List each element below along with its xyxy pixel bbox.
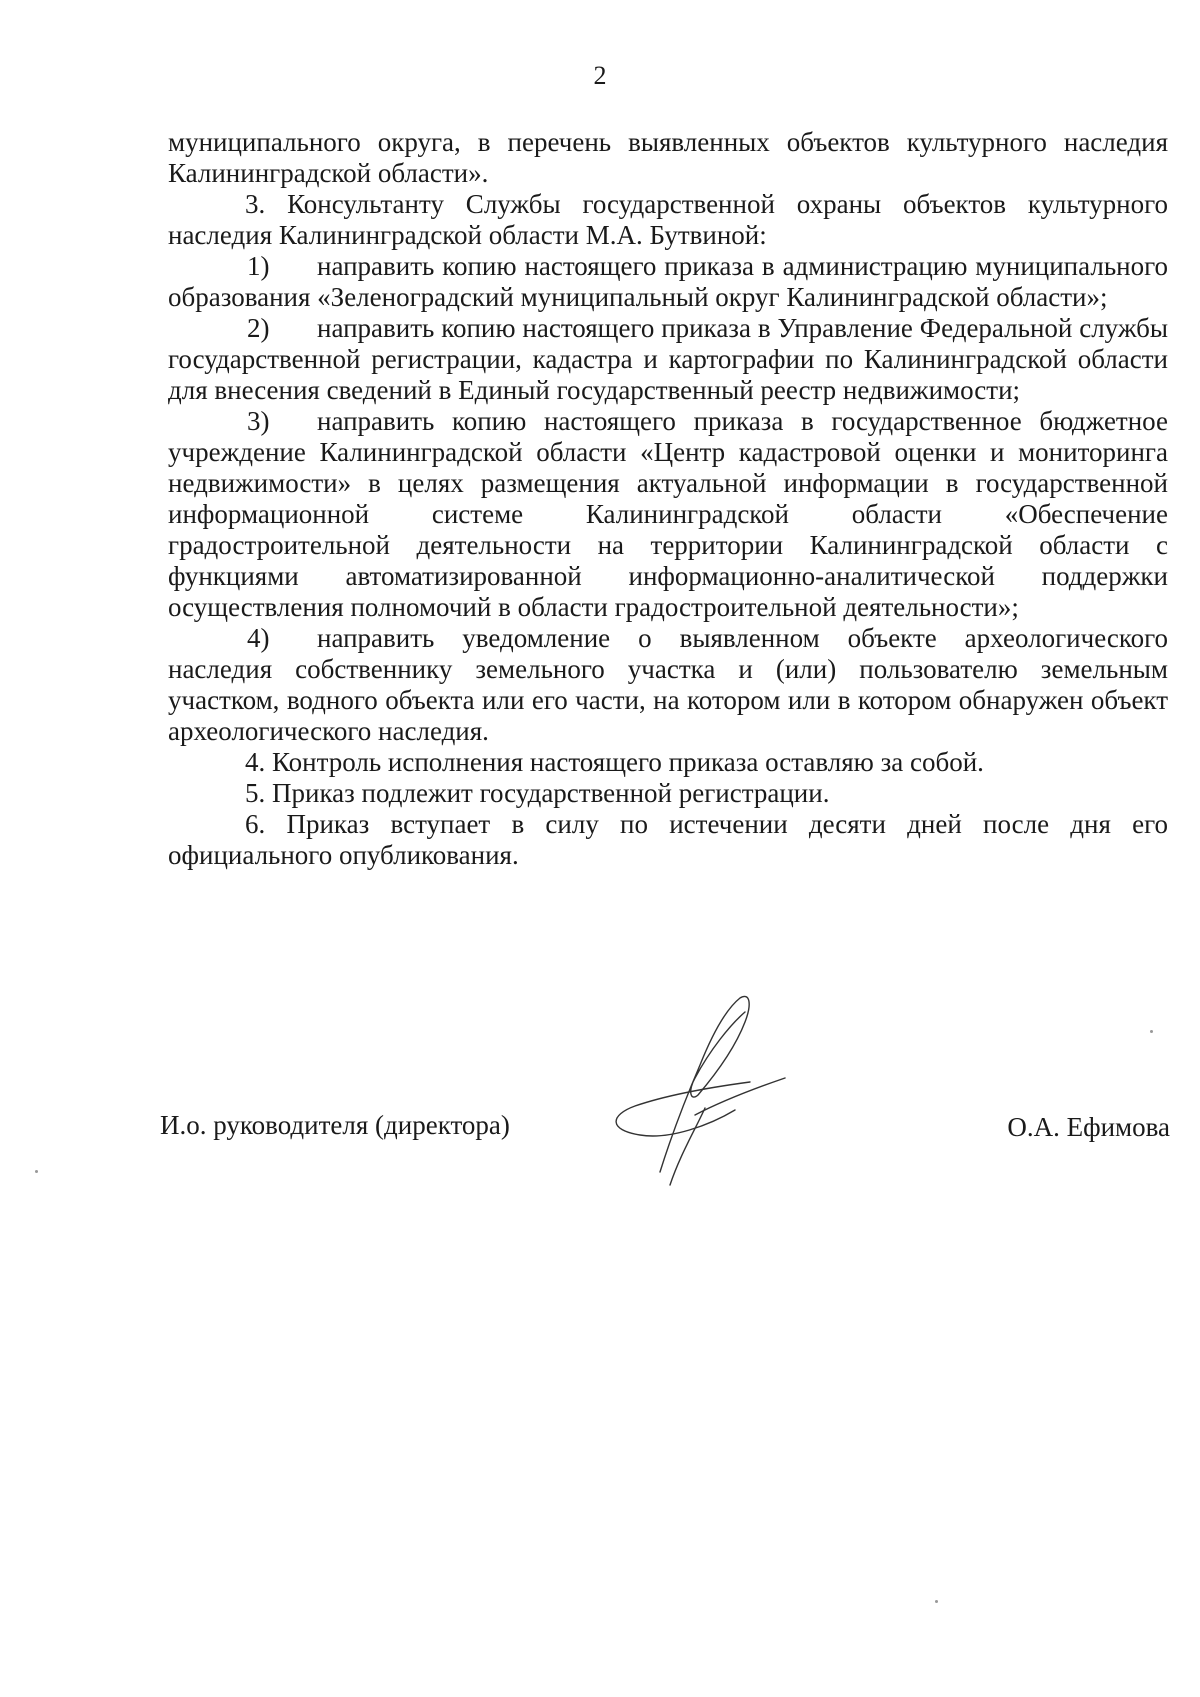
paragraph-4: 4. Контроль исполнения настоящего приказа оставляю за собой.	[245, 747, 984, 777]
handwritten-signature	[600, 990, 830, 1190]
page-number: 2	[593, 61, 607, 90]
list-item-2	[168, 313, 1168, 406]
list-item-3-text: направить копию настоящего приказа в государственное бюджетное учреждение Калининградской области «Центр кадастровой оценки и мониторинга недвижимости» в целях размещения актуальной информации в государственной информационной системе Калининградской области «Обеспечение градостроительной деятельности на территории Калининградской области с функциями автоматизированной информационно-аналитической поддержки осуществления полномочий в области градостроительной деятельности»;	[168, 406, 1168, 622]
list-item-4-text: направить уведомление о выявленном объекте археологического наследия собственнику земельного участка и (или) пользователю земельным участком, водного объекта или его части, на котором или в котором обнаружен объект археологического наследия.	[168, 623, 1168, 746]
list-item-3	[168, 406, 1168, 623]
document-body	[168, 127, 1168, 871]
paragraph-3: 3. Консультанту Службы государственной охраны объектов культурного наследия Калининградской области М.А. Бутвиной:	[168, 189, 1168, 250]
list-item-1-text: направить копию настоящего приказа в администрацию муниципального образования «Зеленоградский муниципальный округ Калининградской области»;	[168, 251, 1168, 312]
scan-speck	[935, 1600, 938, 1603]
paragraph-continuation: муниципального округа, в перечень выявленных объектов культурного наследия Калининградской области».	[168, 127, 1168, 188]
list-item-1	[168, 251, 1168, 313]
signatory-title: И.о. руководителя (директора)	[160, 1110, 510, 1140]
paragraph-5: 5. Приказ подлежит государственной регистрации.	[245, 778, 830, 808]
scan-speck	[35, 1170, 38, 1173]
list-item-2-text: направить копию настоящего приказа в Управление Федеральной службы государственной регистрации, кадастра и картографии по Калининградской области для внесения сведений в Единый государственный реестр недвижимости;	[168, 313, 1168, 405]
list-item-3-number: 3)	[247, 406, 270, 436]
scan-speck	[1150, 1030, 1153, 1033]
list-item-2-number: 2)	[247, 313, 270, 343]
list-item-4-number: 4)	[247, 623, 270, 653]
list-item-1-number: 1)	[247, 251, 270, 281]
signatory-name: О.А. Ефимова	[1007, 1112, 1170, 1142]
list-item-4	[168, 623, 1168, 747]
paragraph-6: 6. Приказ вступает в силу по истечении десяти дней после дня его официального опубликования.	[168, 809, 1168, 870]
